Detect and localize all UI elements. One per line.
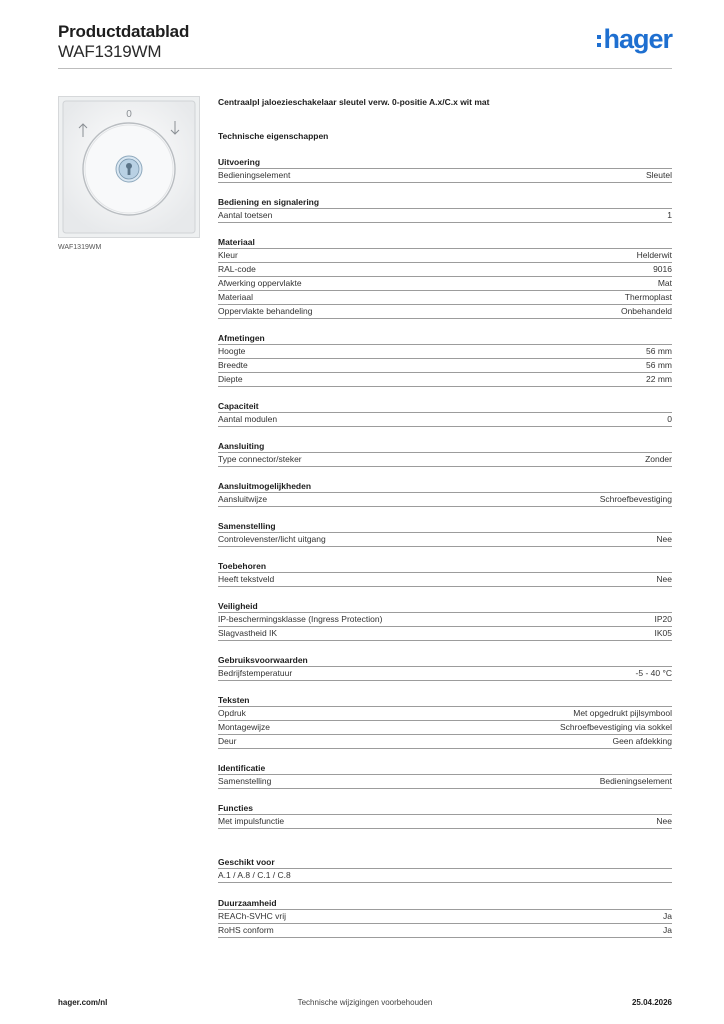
- section-title: Afmetingen: [218, 333, 265, 343]
- spec-section: [218, 762, 672, 789]
- property-label: Bedieningselement: [218, 170, 291, 180]
- property-label: Aantal toetsen: [218, 210, 273, 220]
- property-row: [218, 412, 672, 427]
- product-description: Centraalpl jaloezieschakelaar sleutel verw. 0-positie A.x/C.x wit mat: [218, 97, 490, 107]
- section-title: Toebehoren: [218, 561, 267, 571]
- page-title: Productdatablad: [58, 22, 190, 41]
- property-value: IP20: [654, 614, 672, 624]
- property-row: [218, 923, 672, 938]
- property-label: IP-beschermingsklasse (Ingress Protection): [218, 614, 383, 624]
- property-label: Samenstelling: [218, 776, 272, 786]
- section-title: Materiaal: [218, 237, 255, 247]
- property-row: [218, 304, 672, 319]
- spec-section: [218, 560, 672, 587]
- spec-section: [218, 156, 672, 183]
- spec-section: [218, 802, 672, 829]
- property-value: Nee: [656, 816, 672, 826]
- spec-section: [218, 520, 672, 547]
- property-label: Heeft tekstveld: [218, 574, 275, 584]
- property-row: [218, 532, 672, 547]
- property-row: [218, 626, 672, 641]
- property-value: Met opgedrukt pijlsymbool: [573, 708, 672, 718]
- property-value: Schroefbevestiging via sokkel: [560, 722, 672, 732]
- hager-logo: [597, 26, 672, 53]
- property-label: Slagvastheid IK: [218, 628, 278, 638]
- property-label: Oppervlakte behandeling: [218, 306, 313, 316]
- section-title: Functies: [218, 803, 253, 813]
- spec-section: [218, 480, 672, 507]
- spec-section: [218, 400, 672, 427]
- property-label: Aantal modulen: [218, 414, 278, 424]
- property-value: 56 mm: [646, 346, 672, 356]
- property-row: [218, 372, 672, 387]
- footer-website: hager.com/nl: [58, 998, 108, 1007]
- property-row: [218, 262, 672, 276]
- section-title: Bediening en signalering: [218, 197, 320, 207]
- property-row: [218, 706, 672, 720]
- product-image: [58, 96, 200, 238]
- property-row: [218, 612, 672, 626]
- spec-sections: [218, 156, 672, 829]
- key-cylinder-icon: [116, 156, 142, 182]
- property-row: [218, 909, 672, 923]
- property-label: Controlevenster/licht uitgang: [218, 534, 326, 544]
- property-row: [218, 168, 672, 183]
- section-title: Teksten: [218, 695, 250, 705]
- property-label: Met impulsfunctie: [218, 816, 285, 826]
- property-row: [218, 208, 672, 223]
- footer-disclaimer: Technische wijzigingen voorbehouden: [297, 998, 433, 1007]
- property-value: IK05: [654, 628, 672, 638]
- spec-section: [218, 332, 672, 387]
- property-value: Ja: [663, 925, 672, 935]
- property-value: Bedieningselement: [599, 776, 672, 786]
- suitable-section: [218, 856, 672, 883]
- section-title: Identificatie: [218, 763, 266, 773]
- product-code: WAF1319WM: [58, 42, 162, 61]
- section-title: Aansluiting: [218, 441, 265, 451]
- logo-dots-icon: [597, 35, 601, 47]
- spec-section: [218, 694, 672, 749]
- footer-date: 25.04.2026: [631, 998, 672, 1007]
- property-row: [218, 344, 672, 358]
- spec-section: [218, 196, 672, 223]
- key-switch-illustration: [59, 97, 199, 237]
- property-label: A.1 / A.8 / C.1 / C.8: [218, 870, 291, 880]
- property-value: Schroefbevestiging: [599, 494, 672, 504]
- spec-section: [218, 236, 672, 319]
- section-title: Veiligheid: [218, 601, 258, 611]
- page-header: [58, 20, 672, 70]
- property-label: Diepte: [218, 374, 243, 384]
- property-value: Geen afdekking: [612, 736, 672, 746]
- property-value: Nee: [656, 574, 672, 584]
- property-label: Deur: [218, 736, 237, 746]
- sustainability-section: [218, 897, 672, 938]
- property-label: Opdruk: [218, 708, 246, 718]
- property-value: -5 - 40 °C: [635, 668, 672, 678]
- spec-content: [218, 96, 672, 938]
- property-row: [218, 774, 672, 789]
- property-row: [218, 358, 672, 372]
- property-value: 9016: [653, 264, 672, 274]
- property-value: Nee: [656, 534, 672, 544]
- property-row: [218, 290, 672, 304]
- spec-section: [218, 600, 672, 641]
- section-title: Gebruiksvoorwaarden: [218, 655, 308, 665]
- property-row: [218, 248, 672, 262]
- section-title: Duurzaamheid: [218, 898, 277, 908]
- section-title: Capaciteit: [218, 401, 259, 411]
- property-value: Zonder: [645, 454, 672, 464]
- property-value: Sleutel: [646, 170, 672, 180]
- property-value: Onbehandeld: [620, 306, 672, 316]
- property-row: [218, 666, 672, 681]
- property-row: [218, 492, 672, 507]
- section-title: Geschikt voor: [218, 857, 275, 867]
- spec-section: [218, 440, 672, 467]
- section-title: Samenstelling: [218, 521, 276, 531]
- property-label: Hoogte: [218, 346, 246, 356]
- property-value: 56 mm: [646, 360, 672, 370]
- property-value: Thermoplast: [624, 292, 672, 302]
- property-label: Montagewijze: [218, 722, 270, 732]
- property-value: 22 mm: [646, 374, 672, 384]
- property-label: Bedrijfstemperatuur: [218, 668, 293, 678]
- property-label: Breedte: [218, 360, 248, 370]
- property-row: [218, 814, 672, 829]
- logo-text: hager: [603, 24, 672, 54]
- property-label: Aansluitwijze: [218, 494, 268, 504]
- property-row: [218, 452, 672, 467]
- property-row: [218, 276, 672, 290]
- section-title: Uitvoering: [218, 157, 261, 167]
- property-row: [218, 734, 672, 749]
- property-value: 0: [667, 414, 672, 424]
- property-value: 1: [667, 210, 672, 220]
- image-caption: WAF1319WM: [58, 244, 102, 251]
- property-row: [218, 868, 672, 883]
- property-row: [218, 572, 672, 587]
- section-title: Aansluitmogelijkheden: [218, 481, 312, 491]
- technical-properties-heading: Technische eigenschappen: [218, 131, 329, 141]
- property-label: Afwerking oppervlakte: [218, 278, 302, 288]
- property-value: Ja: [663, 911, 672, 921]
- spec-section: [218, 654, 672, 681]
- property-row: [218, 720, 672, 734]
- property-label: Type connector/steker: [218, 454, 302, 464]
- property-value: Mat: [657, 278, 672, 288]
- header-divider: [58, 68, 672, 69]
- zero-position-label: 0: [126, 109, 132, 120]
- property-value: Helderwit: [636, 250, 672, 260]
- property-label: RoHS conform: [218, 925, 274, 935]
- property-label: RAL-code: [218, 264, 256, 274]
- property-label: REACh-SVHC vrij: [218, 911, 287, 921]
- property-label: Kleur: [218, 250, 238, 260]
- property-label: Materiaal: [218, 292, 253, 302]
